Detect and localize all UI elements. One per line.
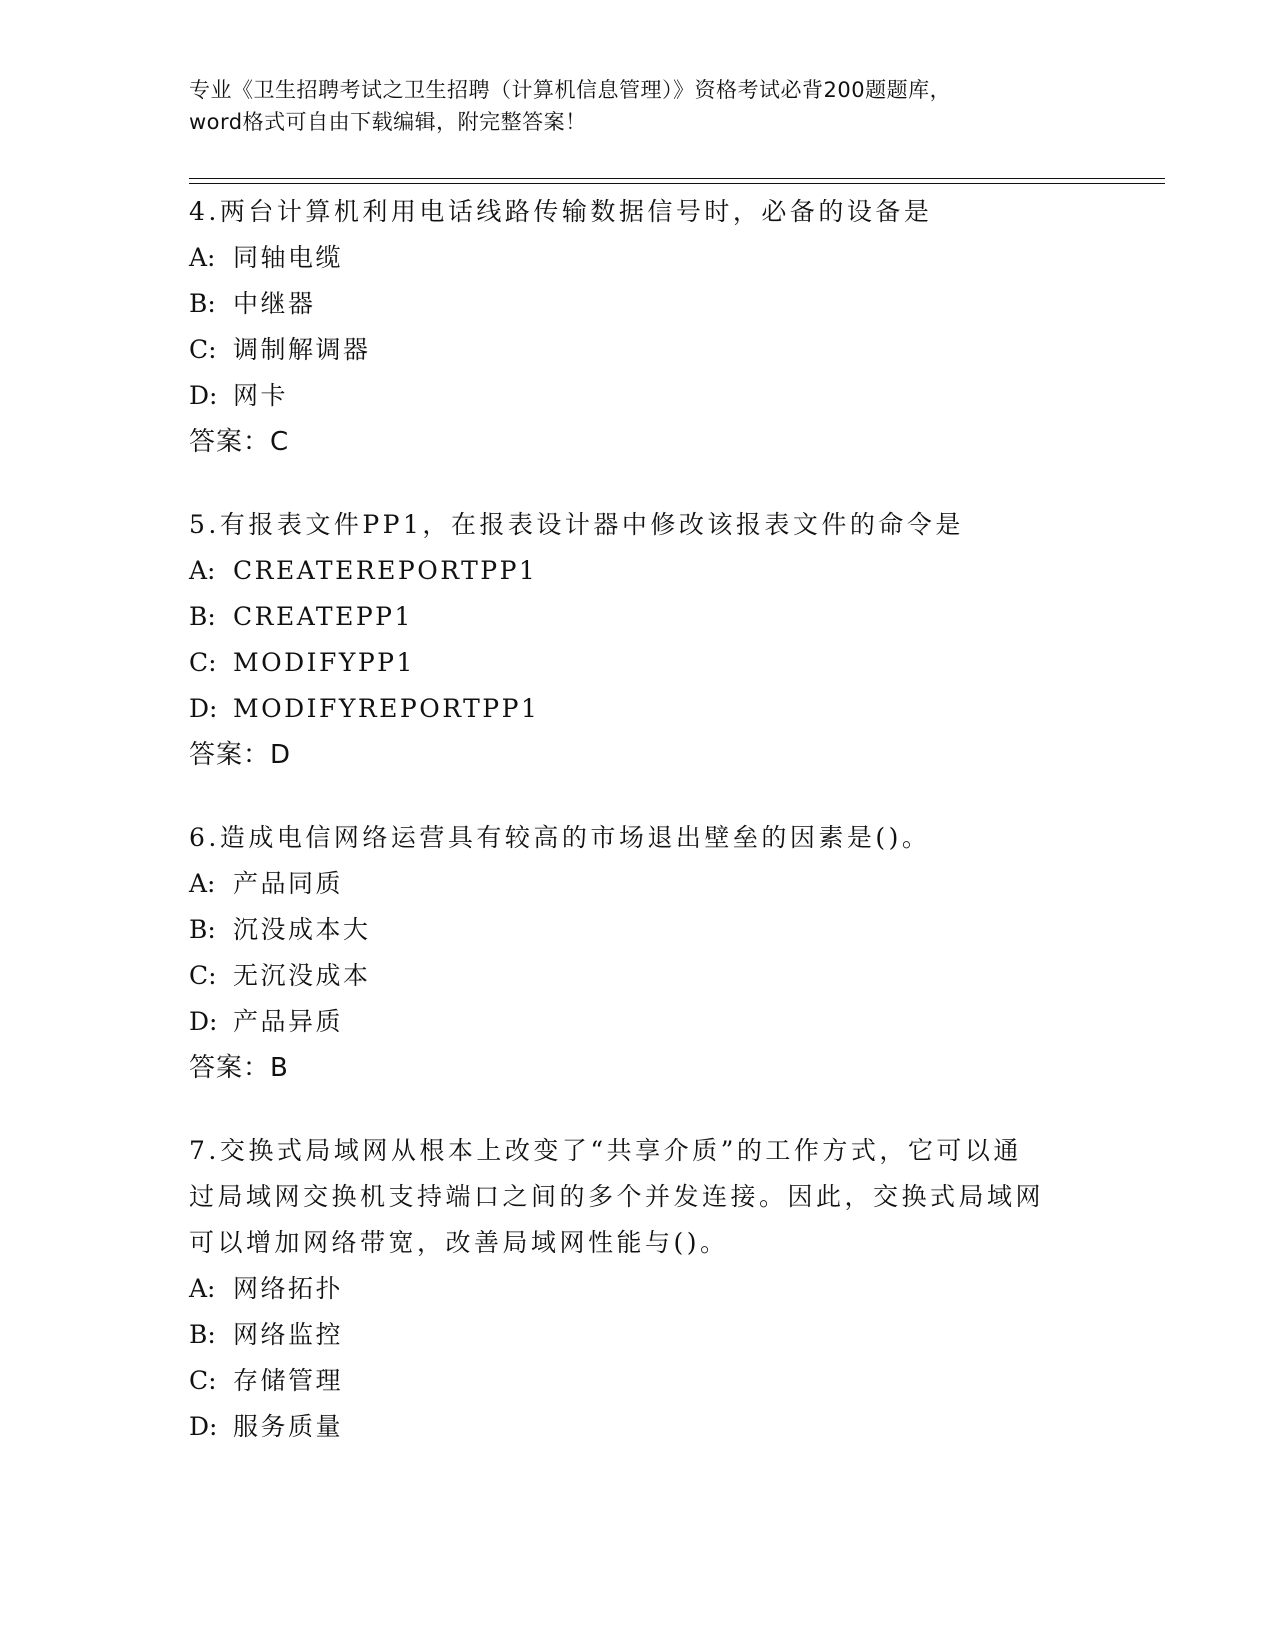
option-text: 产品同质 <box>233 869 344 898</box>
question-text-line-1: 7.交换式局域网从根本上改变了“共享介质”的工作方式，它可以通 <box>189 1136 1022 1165</box>
option-text: 产品异质 <box>233 1007 344 1036</box>
question-text: 5.有报表文件PP1，在报表设计器中修改该报表文件的命令是 <box>189 510 964 539</box>
question-5 <box>189 502 1089 778</box>
header-line-1: 专业《卫生招聘考试之卫生招聘（计算机信息管理）》资格考试必背200题题库， <box>189 78 952 102</box>
option-text: 中继器 <box>233 289 316 318</box>
option-a <box>189 1266 1089 1312</box>
question-6 <box>189 815 1089 1091</box>
option-letter: B: <box>189 1320 216 1349</box>
option-text: 网络拓扑 <box>233 1274 344 1303</box>
option-d <box>189 999 1089 1045</box>
option-letter: A: <box>189 243 216 272</box>
option-letter: D: <box>189 1412 218 1441</box>
option-b <box>189 1312 1089 1358</box>
option-d <box>189 373 1089 419</box>
option-text: 网络监控 <box>233 1320 344 1349</box>
option-letter: C: <box>189 1366 217 1395</box>
option-letter: A: <box>189 556 216 585</box>
option-text: 调制解调器 <box>233 335 371 364</box>
header-line-2: word格式可自由下载编辑，附完整答案！ <box>189 110 587 134</box>
option-letter: C: <box>189 648 217 677</box>
option-text: 服务质量 <box>233 1412 344 1441</box>
header-divider-bottom <box>189 183 1165 184</box>
option-text: MODIFYREPORTPP1 <box>233 694 540 723</box>
question-text: 4.两台计算机利用电话线路传输数据信号时，必备的设备是 <box>189 197 933 226</box>
question-text-line-3: 可以增加网络带宽，改善局域网性能与()。 <box>189 1228 729 1257</box>
option-letter: D: <box>189 1007 218 1036</box>
question-7 <box>189 1128 1089 1450</box>
answer-line: 答案：B <box>189 1053 289 1083</box>
option-text: CREATEREPORTPP1 <box>233 556 538 585</box>
question-text-line-2: 过局域网交换机支持端口之间的多个并发连接。因此，交换式局域网 <box>189 1182 1045 1211</box>
option-letter: A: <box>189 869 216 898</box>
header-divider-top <box>189 178 1165 179</box>
option-a <box>189 861 1089 907</box>
option-a <box>189 235 1089 281</box>
option-text: 无沉没成本 <box>233 961 371 990</box>
option-letter: B: <box>189 602 216 631</box>
option-letter: D: <box>189 694 218 723</box>
option-letter: B: <box>189 289 216 318</box>
answer-line: 答案：D <box>189 740 292 770</box>
option-b <box>189 594 1089 640</box>
option-c <box>189 953 1089 999</box>
option-text: 存储管理 <box>233 1366 344 1395</box>
option-c <box>189 640 1089 686</box>
option-letter: C: <box>189 335 217 364</box>
option-text: CREATEPP1 <box>233 602 413 631</box>
question-4 <box>189 189 1089 465</box>
option-b <box>189 907 1089 953</box>
question-text: 6.造成电信网络运营具有较高的市场退出壁垒的因素是()。 <box>189 823 931 852</box>
document-header <box>189 74 1089 138</box>
option-text: 同轴电缆 <box>233 243 344 272</box>
option-text: MODIFYPP1 <box>233 648 415 677</box>
option-c <box>189 1358 1089 1404</box>
option-text: 沉没成本大 <box>233 915 371 944</box>
option-text: 网卡 <box>233 381 289 410</box>
question-list <box>189 189 1089 1487</box>
option-b <box>189 281 1089 327</box>
answer-line: 答案：C <box>189 427 290 457</box>
option-a <box>189 548 1089 594</box>
option-letter: C: <box>189 961 217 990</box>
option-letter: B: <box>189 915 216 944</box>
option-letter: A: <box>189 1274 216 1303</box>
option-letter: D: <box>189 381 218 410</box>
option-d <box>189 1404 1089 1450</box>
option-d <box>189 686 1089 732</box>
option-c <box>189 327 1089 373</box>
